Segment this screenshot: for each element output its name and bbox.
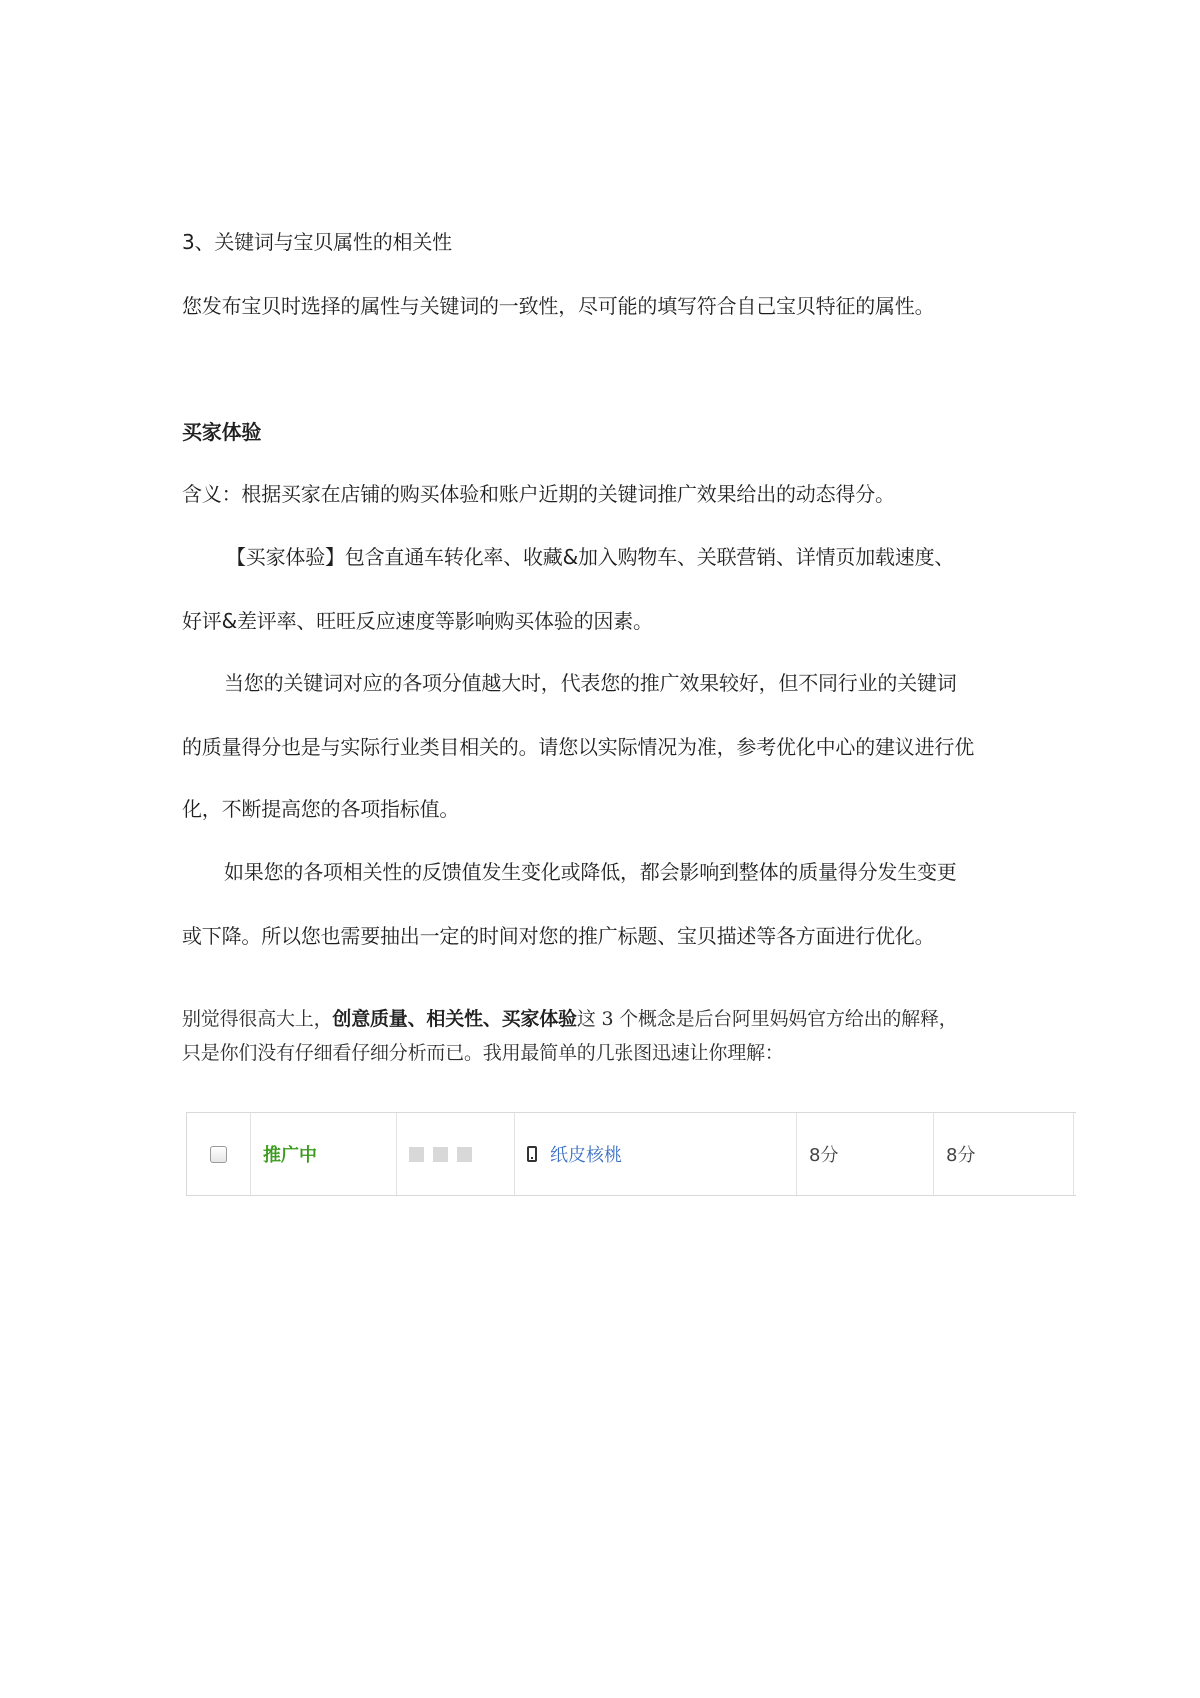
buyer-experience-definition: 含义：根据买家在店铺的购买体验和账户近期的关键词推广效果给出的动态得分。 [182, 482, 895, 506]
explanation-line2: 只是你们没有仔细看仔细分析而已。我用最简单的几张图迅速让你理解： [182, 1042, 784, 1064]
status-cell [251, 1113, 397, 1195]
thumbnail-placeholders [409, 1147, 472, 1162]
buyer-experience-heading: 买家体验 [182, 420, 262, 444]
thumbnail-placeholder [457, 1147, 472, 1162]
explanation-post: 这 3 个概念是后台阿里妈妈官方给出的解释， [576, 1008, 958, 1030]
score-cell-1 [797, 1113, 934, 1195]
thumbnail-placeholder [409, 1147, 424, 1162]
checkbox-icon[interactable] [210, 1146, 227, 1163]
score-cell-2 [934, 1113, 1074, 1195]
score-value-2: 8分 [946, 1145, 976, 1166]
explanation-line1 [182, 1002, 1062, 1036]
item-name-cell [515, 1113, 797, 1195]
explanation-bold: 创意质量、相关性、买家体验 [332, 1008, 577, 1030]
thumbnail-placeholder [433, 1147, 448, 1162]
explanation-pre: 别觉得很高大上， [182, 1008, 333, 1030]
para3-line2: 或下降。所以您也需要抽出一定的时间对您的推广标题、宝贝描述等各方面进行优化。 [182, 924, 935, 948]
item-name-link[interactable]: 纸皮核桃 [550, 1145, 622, 1166]
status-label: 推广中 [263, 1145, 317, 1166]
para1-line2: 好评&差评率、旺旺反应速度等影响购买体验的因素。 [182, 609, 653, 633]
score-value-1: 8分 [809, 1145, 839, 1166]
mobile-icon [527, 1146, 537, 1162]
explanation-paragraph [182, 1002, 1062, 1070]
checkbox-cell [187, 1113, 251, 1195]
section3-text: 您发布宝贝时选择的属性与关键词的一致性，尽可能的填写符合自己宝贝特征的属性。 [182, 294, 935, 318]
thumbnail-cell [397, 1113, 515, 1195]
para2-line2: 的质量得分也是与实际行业类目相关的。请您以实际情况为准，参考优化中心的建议进行优 [182, 735, 974, 759]
section3-heading: 3、关键词与宝贝属性的相关性 [182, 230, 452, 254]
para2-line1: 当您的关键词对应的各项分值越大时，代表您的推广效果较好，但不同行业的关键词 [224, 671, 957, 695]
para3-line1: 如果您的各项相关性的反馈值发生变化或降低，都会影响到整体的质量得分发生变更 [224, 860, 957, 884]
keyword-table-screenshot [186, 1112, 1076, 1196]
para1-line1: 【买家体验】包含直通车转化率、收藏&加入购物车、关联营销、详情页加载速度、 [226, 545, 955, 569]
para2-line3: 化，不断提高您的各项指标值。 [182, 797, 460, 821]
